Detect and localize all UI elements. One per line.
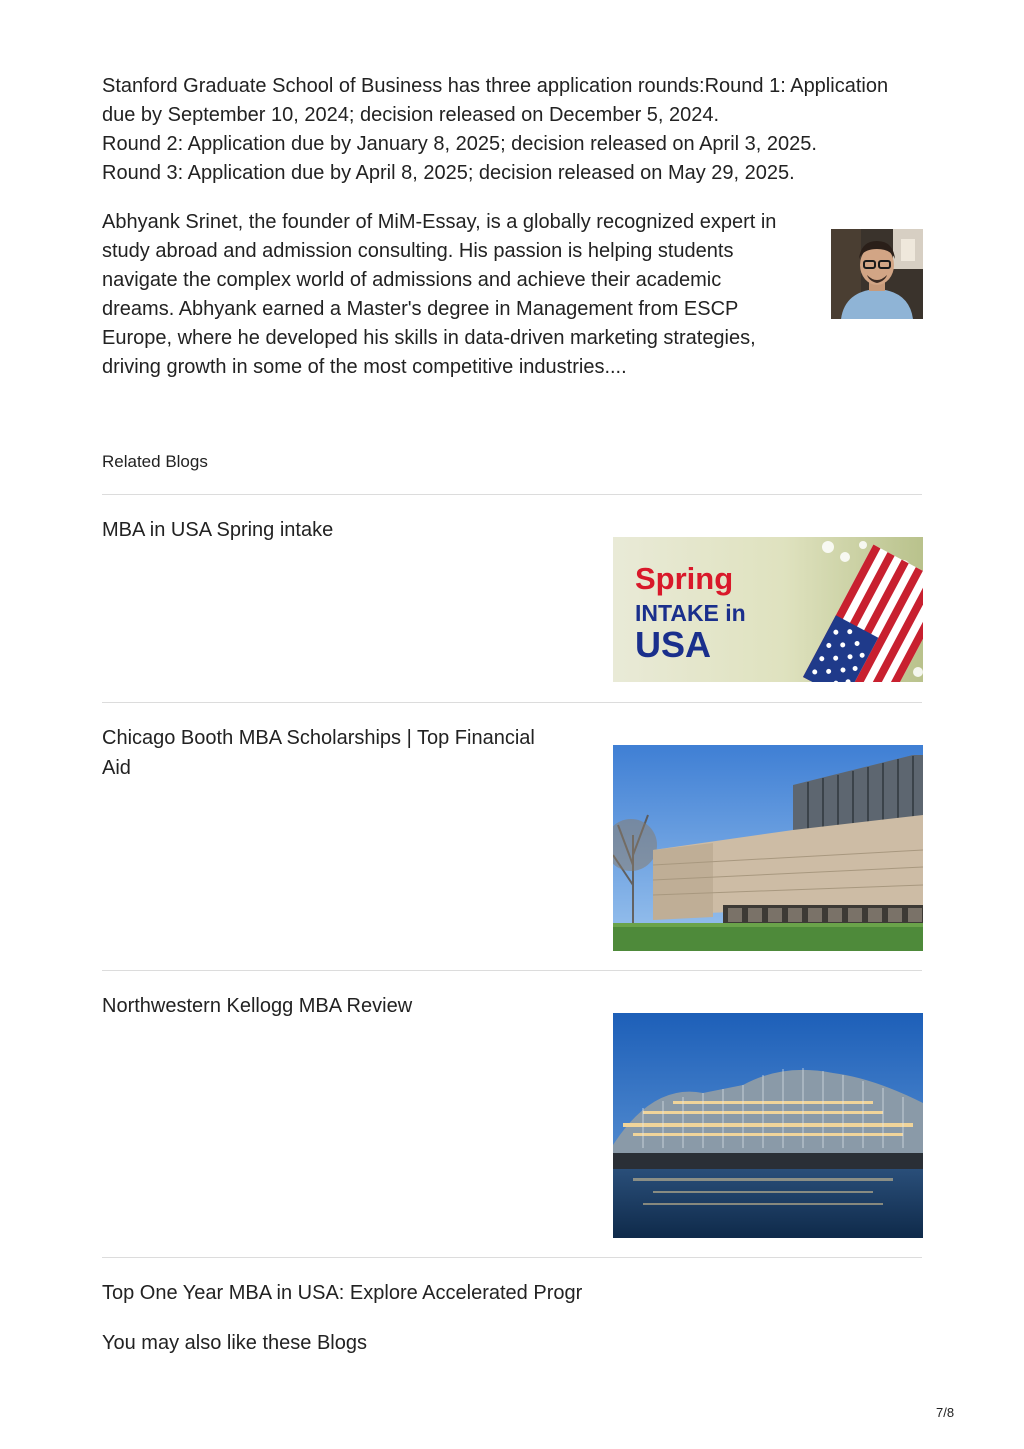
bio-line: driving growth in some of the most competitive industries....	[102, 356, 627, 378]
related-blog-link[interactable]: MBA in USA Spring intake	[102, 519, 334, 541]
related-blogs-heading: Related Blogs	[102, 452, 208, 471]
deadlines-line: Round 3: Application due by April 8, 2025; decision released on May 29, 2025.	[102, 162, 795, 184]
also-like-heading: You may also like these Blogs	[102, 1332, 367, 1354]
divider	[102, 702, 922, 703]
author-bio	[102, 208, 812, 382]
related-blog-link[interactable]: Top One Year MBA in USA: Explore Accelerated Progr	[102, 1282, 583, 1304]
deadlines-line: Round 2: Application due by January 8, 2025; decision released on April 3, 2025.	[102, 133, 817, 155]
deadlines-line: Stanford Graduate School of Business has three application rounds:Round 1: Application	[102, 75, 889, 97]
spring-intake-thumbnail[interactable]	[613, 537, 923, 682]
author-avatar	[831, 229, 923, 319]
related-blog-link[interactable]	[102, 723, 582, 783]
bio-line: dreams. Abhyank earned a Master's degree in Management from ESCP	[102, 298, 739, 320]
related-blog-title-line: Chicago Booth MBA Scholarships | Top Financial	[102, 727, 535, 749]
divider	[102, 1257, 922, 1258]
bio-line: study abroad and admission consulting. His passion is helping students	[102, 240, 734, 262]
spring-banner-word: Spring	[635, 561, 734, 596]
spring-banner-word: USA	[635, 624, 712, 665]
divider	[102, 970, 922, 971]
bio-line: navigate the complex world of admissions and achieve their academic	[102, 269, 722, 291]
divider	[102, 494, 922, 495]
related-blog-title-line: Aid	[102, 757, 131, 779]
deadlines-paragraph	[102, 72, 932, 188]
bio-line: Europe, where he developed his skills in data-driven marketing strategies,	[102, 327, 756, 349]
related-blog-link[interactable]: Northwestern Kellogg MBA Review	[102, 995, 413, 1017]
kellogg-thumbnail[interactable]	[613, 1013, 923, 1238]
page-number: 7/8	[936, 1405, 955, 1420]
deadlines-line: due by September 10, 2024; decision released on December 5, 2024.	[102, 104, 720, 126]
bio-line: Abhyank Srinet, the founder of MiM-Essay, is a globally recognized expert in	[102, 211, 777, 233]
chicago-booth-thumbnail[interactable]	[613, 745, 923, 951]
spring-banner-word: INTAKE in	[635, 600, 746, 626]
